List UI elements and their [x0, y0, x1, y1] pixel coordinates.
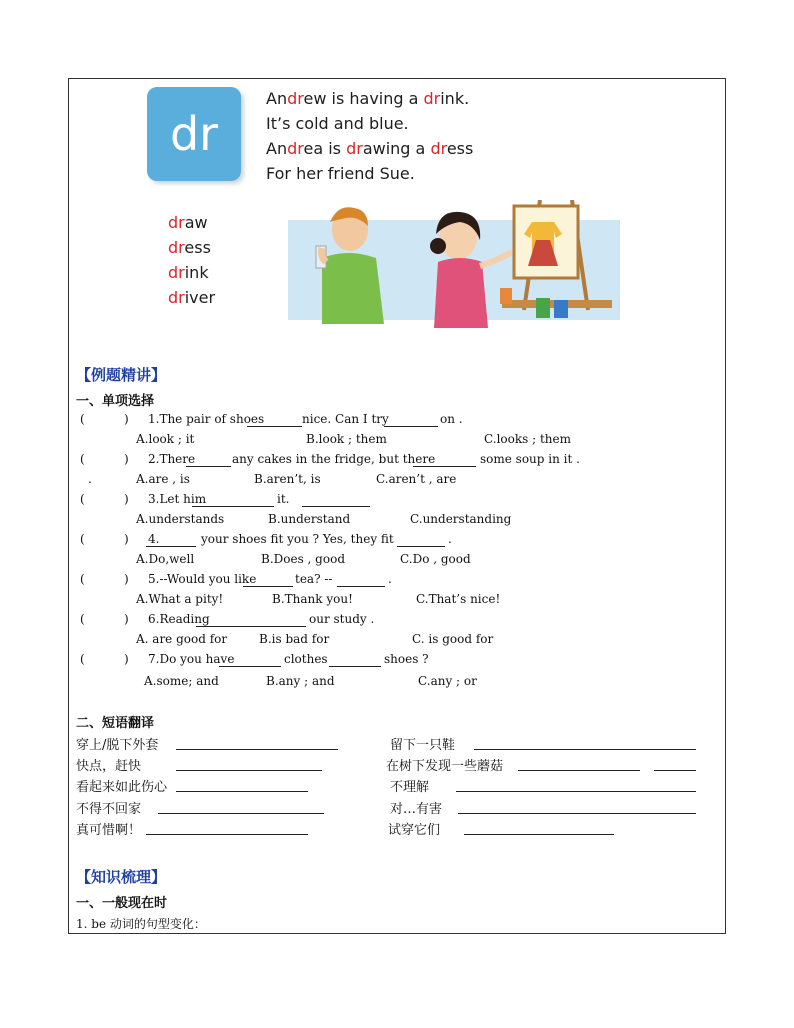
- children-illustration: [288, 200, 620, 332]
- question-text: our study .: [309, 612, 375, 626]
- option-c[interactable]: C. is good for: [412, 632, 494, 646]
- paint-pot-blue: [554, 300, 568, 318]
- option-c[interactable]: C.aren’t , are: [376, 472, 457, 486]
- fill-blank[interactable]: [192, 506, 274, 507]
- dr-highlight: dr: [346, 139, 363, 158]
- option-a[interactable]: A.look ; it: [136, 432, 195, 446]
- option-c[interactable]: C.understanding: [410, 512, 512, 526]
- poem-text: ess: [446, 139, 474, 158]
- fill-blank[interactable]: [219, 666, 281, 667]
- fill-blank[interactable]: [397, 546, 445, 547]
- option-b[interactable]: B.Does , good: [261, 552, 345, 566]
- phrase-right: 在树下发现一些蘑菇: [386, 759, 504, 774]
- paren-open: (: [80, 492, 85, 506]
- phonics-poem: [266, 86, 473, 186]
- be-verb-item: 1. be 动词的句型变化：: [76, 917, 206, 931]
- fill-blank[interactable]: [186, 466, 231, 467]
- dr-highlight: dr: [168, 213, 185, 232]
- option-b[interactable]: B.look ; them: [306, 432, 387, 446]
- question-text: clothes: [284, 652, 328, 666]
- phrase-left: 不得不回家: [76, 802, 142, 817]
- option-b[interactable]: B.understand: [268, 512, 351, 526]
- option-a[interactable]: A.are , is: [136, 472, 190, 486]
- option-a[interactable]: A.Do,well: [136, 552, 195, 566]
- phonics-word-list: [168, 210, 215, 310]
- phrase-left: 真可惜啊！: [76, 823, 142, 838]
- paren-close: ): [124, 452, 129, 466]
- phrase-right: 不理解: [390, 780, 430, 795]
- phrase-answer-blank[interactable]: [654, 770, 696, 771]
- option-a[interactable]: A. are good for: [136, 632, 228, 646]
- phrase-right: 对…有害: [390, 802, 443, 817]
- option-a[interactable]: A.understands: [136, 512, 225, 526]
- phrase-translation-title: 二、短语翻译: [76, 716, 155, 731]
- question-text: tea? --: [295, 572, 333, 586]
- paint-pot-green: [536, 298, 550, 318]
- poem-line: [266, 86, 473, 111]
- paren-close: ): [124, 572, 129, 586]
- paren-close: ): [124, 532, 129, 546]
- phrase-answer-blank[interactable]: [176, 770, 322, 771]
- dr-highlight: dr: [168, 288, 185, 307]
- phrase-answer-blank[interactable]: [458, 813, 696, 814]
- question-text: 6.Reading: [148, 612, 210, 626]
- question-text: nice. Can I try: [302, 412, 389, 426]
- poem-text: It’s cold and blue.: [266, 114, 409, 133]
- phrase-answer-blank[interactable]: [158, 813, 324, 814]
- question-text: 5.--Would you like: [148, 572, 257, 586]
- phonics-word: [168, 285, 215, 310]
- fill-blank[interactable]: [413, 466, 476, 467]
- phrase-left: 穿上/脱下外套: [76, 738, 159, 753]
- word-rest: aw: [184, 213, 208, 232]
- question-text: 7.Do you have: [148, 652, 235, 666]
- poem-line: [266, 161, 473, 186]
- question-text: 3.Let him: [148, 492, 207, 506]
- paint-pot-orange: [500, 288, 512, 304]
- poem-text: An: [266, 139, 288, 158]
- option-a[interactable]: A.some; and: [144, 674, 219, 688]
- fill-blank[interactable]: [337, 586, 385, 587]
- word-rest: iver: [184, 288, 216, 307]
- fill-blank[interactable]: [384, 426, 438, 427]
- question-text: your shoes fit you ? Yes, they fit: [201, 532, 394, 546]
- poem-line: [266, 111, 473, 136]
- phrase-answer-blank[interactable]: [518, 770, 640, 771]
- paren-open: (: [80, 572, 85, 586]
- question-text: some soup in it .: [480, 452, 580, 466]
- question-text: shoes ?: [384, 652, 429, 666]
- option-b[interactable]: B.any ; and: [266, 674, 335, 688]
- phrase-right: 试穿它们: [388, 823, 441, 838]
- question-text: 4.: [148, 532, 160, 546]
- phrase-left: 看起来如此伤心: [76, 780, 168, 795]
- phrase-answer-blank[interactable]: [176, 749, 338, 750]
- fill-blank[interactable]: [243, 586, 293, 587]
- option-c[interactable]: C.That’s nice!: [416, 592, 501, 606]
- question-text: it.: [277, 492, 290, 506]
- question-text: any cakes in the fridge, but there: [232, 452, 436, 466]
- dr-highlight: dr: [287, 89, 304, 108]
- phonics-word: [168, 260, 215, 285]
- question-text: 1.The pair of shoes: [148, 412, 265, 426]
- word-rest: ess: [184, 238, 211, 257]
- paren-open: (: [80, 652, 85, 666]
- paren-open: (: [80, 532, 85, 546]
- paren-close: ): [124, 652, 129, 666]
- question-text: .: [388, 572, 392, 586]
- single-choice-title: 一、单项选择: [76, 394, 155, 409]
- phrase-answer-blank[interactable]: [464, 834, 614, 835]
- option-b[interactable]: B.aren’t, is: [254, 472, 321, 486]
- phrase-answer-blank[interactable]: [146, 834, 308, 835]
- paren-open: (: [80, 452, 85, 466]
- question-text: 2.There: [148, 452, 196, 466]
- stray-dot-mark: .: [88, 472, 92, 486]
- word-rest: ink: [184, 263, 209, 282]
- paren-open: (: [80, 412, 85, 426]
- dr-highlight: dr: [168, 263, 185, 282]
- poem-text: ea is: [303, 139, 347, 158]
- phrase-answer-blank[interactable]: [456, 791, 696, 792]
- phrase-answer-blank[interactable]: [474, 749, 696, 750]
- knowledge-title: 【知识梳理】: [76, 868, 167, 886]
- option-c[interactable]: C.looks ; them: [484, 432, 571, 446]
- question-text: .: [448, 532, 452, 546]
- fill-blank[interactable]: [329, 666, 381, 667]
- option-a[interactable]: A.What a pity!: [136, 592, 224, 606]
- examples-title: 【例题精讲】: [76, 366, 167, 384]
- paren-close: ): [124, 412, 129, 426]
- phrase-right: 留下一只鞋: [390, 738, 456, 753]
- phrase-left: 快点，赶快: [76, 759, 142, 774]
- phrase-answer-blank[interactable]: [176, 791, 308, 792]
- dr-highlight: dr: [168, 238, 185, 257]
- phonics-word: [168, 235, 215, 260]
- present-tense-title: 一、一般现在时: [76, 896, 168, 911]
- option-c[interactable]: C.any ; or: [418, 674, 477, 688]
- paren-close: ): [124, 492, 129, 506]
- fill-blank[interactable]: [302, 506, 370, 507]
- question-text: on .: [440, 412, 463, 426]
- poem-text: awing a: [362, 139, 431, 158]
- paren-open: (: [80, 612, 85, 626]
- phonics-word: [168, 210, 215, 235]
- option-c[interactable]: C.Do , good: [400, 552, 471, 566]
- poem-text: For her friend Sue.: [266, 164, 415, 183]
- dr-highlight: dr: [423, 89, 441, 108]
- poem-text: ink.: [440, 89, 470, 108]
- poem-text: ew is having a: [303, 89, 424, 108]
- poem-line: [266, 136, 473, 161]
- dr-highlight: dr: [287, 139, 304, 158]
- fill-blank[interactable]: [247, 426, 302, 427]
- fill-blank[interactable]: [146, 546, 196, 547]
- poem-text: An: [266, 89, 288, 108]
- phonics-badge: dr: [147, 87, 241, 181]
- option-b[interactable]: B.is bad for: [259, 632, 330, 646]
- fill-blank[interactable]: [196, 626, 306, 627]
- option-b[interactable]: B.Thank you!: [272, 592, 353, 606]
- dr-highlight: dr: [430, 139, 447, 158]
- paren-close: ): [124, 612, 129, 626]
